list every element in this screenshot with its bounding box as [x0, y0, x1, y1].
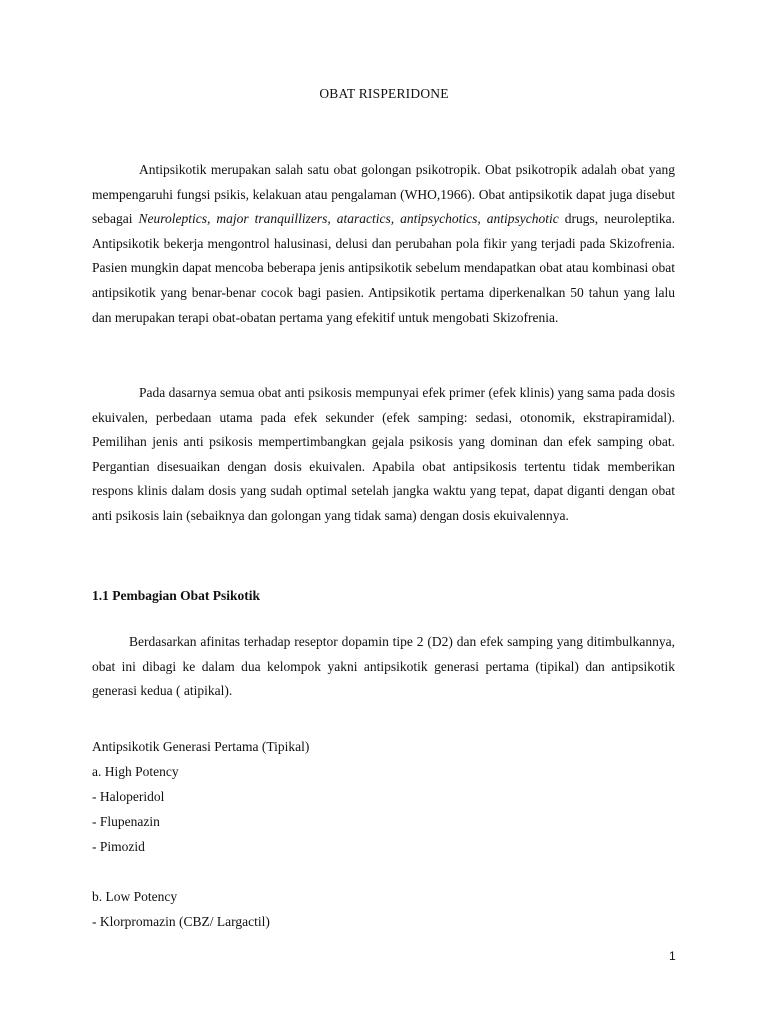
paragraph-intro [92, 158, 675, 330]
list-item: - Haloperidol [92, 789, 165, 804]
paragraph-intro-text-2: drugs, neuroleptika. Antipsikotik bekerja mengontrol halusinasi, delusi dan perubahan pola fikir yang terjadi pada Skizofrenia. Pasien mungkin dapat mencoba beberapa jenis antipsikotik sebelum mendapatkan obat atau kombinasi obat antipsikotik yang benar-benar cocok bagi pasien. Antipsikotik pertama diperkenalkan 50 tahun yang lalu dan merupakan terapi obat-obatan pertama yang efekitif untuk mengobati Skizofrenia. [92, 211, 676, 325]
group-b-label: b. Low Potency [92, 889, 178, 904]
list-item: - Klorpromazin (CBZ/ Largactil) [92, 914, 270, 929]
list-item: - Pimozid [92, 839, 145, 854]
paragraph-basics-text: Pada dasarnya semua obat anti psikosis mempunyai efek primer (efek klinis) yang sama pada dosis ekuivalen, perbedaan utama pada efek sekunder (efek samping: sedasi, otonomik, ekstrapiramidal). Pemilihan jenis anti psikosis mempertimbangkan gejala psikosis yang dominan dan efek samping obat. Pergantian disesuaikan dengan dosis ekuivalen. Apabila obat antipsikosis tertentu tidak memberikan respons klinis dalam dosis yang sudah optimal setelah jangka waktu yang tepat, dapat diganti dengan obat anti psikosis lain (sebaiknya dan golongan yang tidak sama) dengan dosis ekuivalennya. [92, 385, 675, 523]
paragraph-intro-text-1: Antipsikotik merupakan salah satu obat golongan psikotropik. Obat psikotropik adalah obat yang mempengaruhi fungsi psikis, kelakuan atau pengalaman (WHO,1966). Obat antipsikotik dapat juga disebut sebagai [92, 162, 675, 227]
paragraph-intro-italic: Neuroleptics, major tranquillizers, ataractics, antipsychotics, antipsychotic [138, 211, 559, 227]
drug-list [92, 734, 309, 934]
list-title: Antipsikotik Generasi Pertama (Tipikal) [92, 739, 310, 754]
group-a-label: a. High Potency [92, 764, 179, 779]
paragraph-classification [92, 630, 675, 704]
list-item: - Flupenazin [92, 814, 160, 829]
section-heading: 1.1 Pembagian Obat Psikotik [92, 588, 261, 603]
page-title: OBAT RISPERIDONE [319, 86, 449, 101]
paragraph-classification-text: Berdasarkan afinitas terhadap reseptor dopamin tipe 2 (D2) dan efek samping yang ditimbulkannya, obat ini dibagi ke dalam dua kelompok yakni antipsikotik generasi pertama (tipikal) dan antipsikotik generasi kedua ( atipikal). [92, 634, 675, 699]
page-number: 1 [669, 949, 676, 963]
paragraph-basics [92, 381, 675, 529]
